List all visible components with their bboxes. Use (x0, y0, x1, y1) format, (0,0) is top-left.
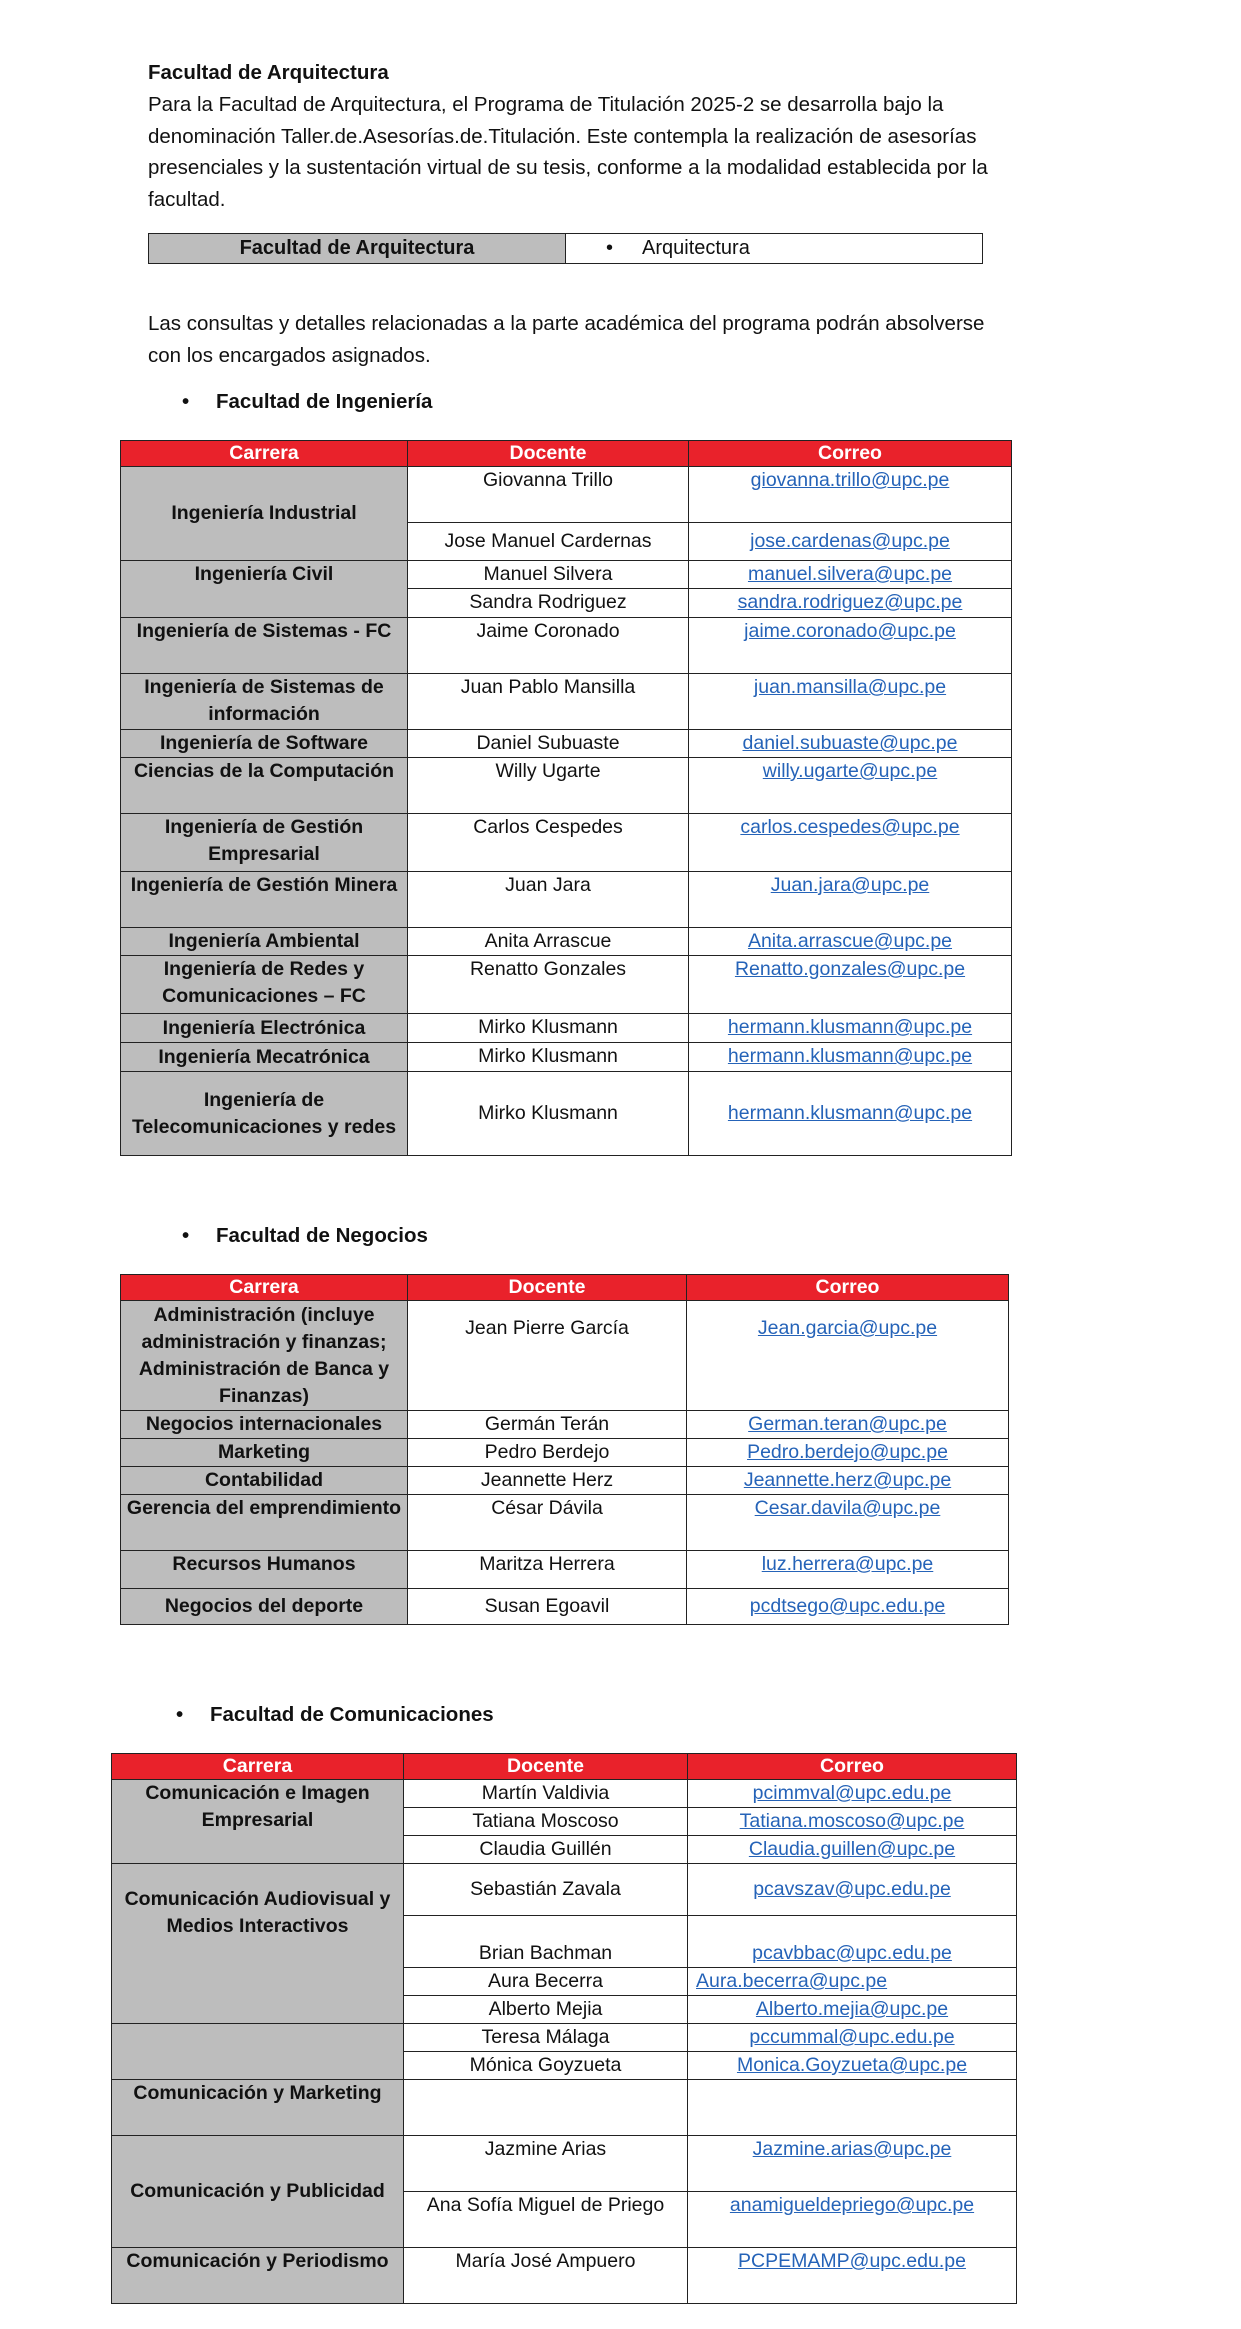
comunicaciones-table (111, 1753, 1017, 2304)
teacher-cell: Jaime Coronado (408, 618, 689, 674)
career-cell (112, 2024, 404, 2080)
email-link[interactable]: pccummal@upc.edu.pe (749, 2026, 955, 2048)
teacher-cell: María José Ampuero (404, 2248, 688, 2304)
email-link[interactable]: Jean.garcia@upc.pe (757, 1317, 938, 1339)
column-header-correo: Correo (687, 1275, 1009, 1301)
career-cell: Ingeniería Civil (121, 561, 408, 618)
email-link[interactable]: Monica.Goyzueta@upc.pe (736, 2054, 968, 2076)
arquitectura-table (148, 233, 983, 264)
teacher-cell: Mónica Goyzueta (404, 2052, 688, 2080)
career-cell: Ingeniería Electrónica (121, 1014, 408, 1043)
career-cell: Ingeniería Ambiental (121, 928, 408, 956)
career-cell: Administración (incluye administración y finanzas; Administración de Banca y Finanzas) (121, 1301, 408, 1411)
email-link[interactable]: pcavbbac@upc.edu.pe (752, 1942, 952, 1964)
teacher-cell: Juan Jara (408, 872, 689, 928)
teacher-cell: Alberto Mejia (404, 1996, 688, 2024)
arquitectura-title: Facultad de Arquitectura (148, 61, 389, 84)
email-link[interactable]: luz.herrera@upc.pe (761, 1553, 934, 1575)
career-cell: Ciencias de la Computación (121, 758, 408, 814)
email-link[interactable]: daniel.subuaste@upc.pe (742, 732, 958, 754)
teacher-cell: Sebastián Zavala (404, 1864, 688, 1916)
column-header-carrera: Carrera (121, 441, 408, 467)
comunicaciones-heading: • Facultad de Comunicaciones (174, 1703, 494, 1727)
teacher-cell: Anita Arrascue (408, 928, 689, 956)
teacher-cell: Ana Sofía Miguel de Priego (404, 2192, 688, 2248)
column-header-carrera: Carrera (121, 1275, 408, 1301)
email-link[interactable]: sandra.rodriguez@upc.pe (737, 591, 963, 613)
teacher-cell: Manuel Silvera (408, 561, 689, 589)
email-link[interactable]: Jeannette.herz@upc.pe (743, 1469, 952, 1491)
career-cell: Comunicación e Imagen Empresarial (112, 1780, 404, 1864)
teacher-cell: Germán Terán (408, 1411, 687, 1439)
teacher-cell: Sandra Rodriguez (408, 589, 689, 618)
column-header-correo: Correo (688, 1754, 1017, 1780)
email-link[interactable]: PCPEMAMP@upc.edu.pe (738, 2250, 966, 2272)
career-cell: Contabilidad (121, 1467, 408, 1495)
teacher-cell (404, 2080, 688, 2136)
email-link[interactable]: willy.ugarte@upc.pe (762, 760, 938, 782)
column-header-correo: Correo (689, 441, 1012, 467)
email-link[interactable]: carlos.cespedes@upc.pe (740, 816, 960, 838)
email-link[interactable]: Tatiana.moscoso@upc.pe (739, 1810, 965, 1832)
career-cell: Comunicación Audiovisual y Medios Interactivos (112, 1864, 404, 2024)
teacher-cell: Giovanna Trillo (408, 467, 689, 523)
column-header-carrera: Carrera (112, 1754, 404, 1780)
teacher-cell: Mirko Klusmann (408, 1072, 689, 1156)
career-cell: Comunicación y Publicidad (112, 2136, 404, 2248)
career-cell: Marketing (121, 1439, 408, 1467)
teacher-cell: Mirko Klusmann (408, 1043, 689, 1072)
negocios-table (120, 1274, 1009, 1625)
teacher-cell: Tatiana Moscoso (404, 1808, 688, 1836)
column-header-docente: Docente (408, 1275, 687, 1301)
email-link[interactable]: manuel.silvera@upc.pe (747, 563, 953, 585)
column-header-docente: Docente (408, 441, 689, 467)
career-cell: Ingeniería de Sistemas de información (121, 674, 408, 730)
email-link[interactable]: hermann.klusmann@upc.pe (727, 1045, 973, 1067)
teacher-cell: César Dávila (408, 1495, 687, 1551)
email-link[interactable]: Pedro.berdejo@upc.pe (747, 1441, 948, 1463)
email-link[interactable]: pcavszav@upc.edu.pe (753, 1878, 951, 1900)
email-link[interactable]: Jazmine.arias@upc.pe (752, 2138, 952, 2160)
teacher-cell: Susan Egoavil (408, 1589, 687, 1625)
column-header-docente: Docente (404, 1754, 688, 1780)
email-link[interactable]: giovanna.trillo@upc.pe (750, 469, 950, 491)
teacher-cell: Jeannette Herz (408, 1467, 687, 1495)
email-link[interactable]: Alberto.mejia@upc.pe (755, 1998, 949, 2020)
career-cell: Recursos Humanos (121, 1551, 408, 1589)
teacher-cell: Martín Valdivia (404, 1780, 688, 1808)
teacher-cell: Maritza Herrera (408, 1551, 687, 1589)
email-link[interactable]: anamigueldepriego@upc.pe (729, 2194, 975, 2216)
email-link[interactable]: juan.mansilla@upc.pe (753, 676, 947, 698)
email-link[interactable]: hermann.klusmann@upc.pe (727, 1016, 973, 1038)
career-cell: Comunicación y Marketing (112, 2080, 404, 2136)
email-link[interactable]: Claudia.guillen@upc.pe (748, 1838, 956, 1860)
career-cell: Ingeniería de Sistemas - FC (121, 618, 408, 674)
email-link[interactable]: hermann.klusmann@upc.pe (727, 1102, 973, 1124)
email-link[interactable]: Aura.becerra@upc.pe (696, 1970, 888, 1992)
teacher-cell: Brian Bachman (404, 1916, 688, 1968)
career-cell: Ingeniería de Software (121, 730, 408, 758)
career-cell: Comunicación y Periodismo (112, 2248, 404, 2304)
career-cell: Ingeniería de Redes y Comunicaciones – FC (121, 956, 408, 1014)
career-cell: Ingeniería de Gestión Empresarial (121, 814, 408, 872)
teacher-cell: Jose Manuel Cardernas (408, 523, 689, 561)
arquitectura-faculty-cell: Facultad de Arquitectura (149, 234, 566, 264)
career-cell: Ingeniería de Gestión Minera (121, 872, 408, 928)
ingenieria-table (120, 440, 1012, 1156)
teacher-cell: Juan Pablo Mansilla (408, 674, 689, 730)
teacher-cell: Willy Ugarte (408, 758, 689, 814)
email-link[interactable]: pcdtsego@upc.edu.pe (749, 1595, 946, 1617)
email-link[interactable]: jaime.coronado@upc.pe (744, 620, 956, 642)
teacher-cell: Daniel Subuaste (408, 730, 689, 758)
career-cell: Negocios internacionales (121, 1411, 408, 1439)
teacher-cell: Renatto Gonzales (408, 956, 689, 1014)
arquitectura-paragraph: Para la Facultad de Arquitectura, el Programa de Titulación 2025-2 se desarrolla bajo la denominación Taller.de.Asesorías.de.Titulación. Este contempla la realización de asesorías presenciales y la sustentación virtual de su tesis, conforme a la modalidad establecida por la facultad. (148, 93, 988, 211)
teacher-cell: Pedro Berdejo (408, 1439, 687, 1467)
career-cell: Negocios del deporte (121, 1589, 408, 1625)
email-link[interactable]: jose.cardenas@upc.pe (750, 530, 950, 552)
email-link[interactable]: Juan.jara@upc.pe (770, 874, 930, 896)
email-link[interactable]: pcimmval@upc.edu.pe (752, 1782, 952, 1804)
teacher-cell: Aura Becerra (404, 1968, 688, 1996)
teacher-cell: Jazmine Arias (404, 2136, 688, 2192)
career-cell: Ingeniería Industrial (121, 467, 408, 561)
teacher-cell: Teresa Málaga (404, 2024, 688, 2052)
email-link[interactable]: Renatto.gonzales@upc.pe (734, 958, 966, 980)
email-link[interactable]: Anita.arrascue@upc.pe (747, 930, 953, 952)
arquitectura-career-cell: • Arquitectura (566, 234, 983, 264)
teacher-cell: Jean Pierre García (408, 1301, 687, 1411)
email-link[interactable]: Cesar.davila@upc.pe (754, 1497, 941, 1519)
teacher-cell: Mirko Klusmann (408, 1014, 689, 1043)
teacher-cell: Carlos Cespedes (408, 814, 689, 872)
negocios-heading: • Facultad de Negocios (180, 1224, 428, 1248)
career-cell: Ingeniería Mecatrónica (121, 1043, 408, 1072)
teacher-cell: Claudia Guillén (404, 1836, 688, 1864)
email-link[interactable]: German.teran@upc.pe (748, 1413, 947, 1435)
consultas-paragraph: Las consultas y detalles relacionadas a la parte académica del programa podrán absolverse con los encargados asignados. (148, 312, 985, 367)
ingenieria-heading: • Facultad de Ingeniería (180, 390, 432, 414)
career-cell: Ingeniería de Telecomunicaciones y redes (121, 1072, 408, 1156)
career-cell: Gerencia del emprendimiento (121, 1495, 408, 1551)
